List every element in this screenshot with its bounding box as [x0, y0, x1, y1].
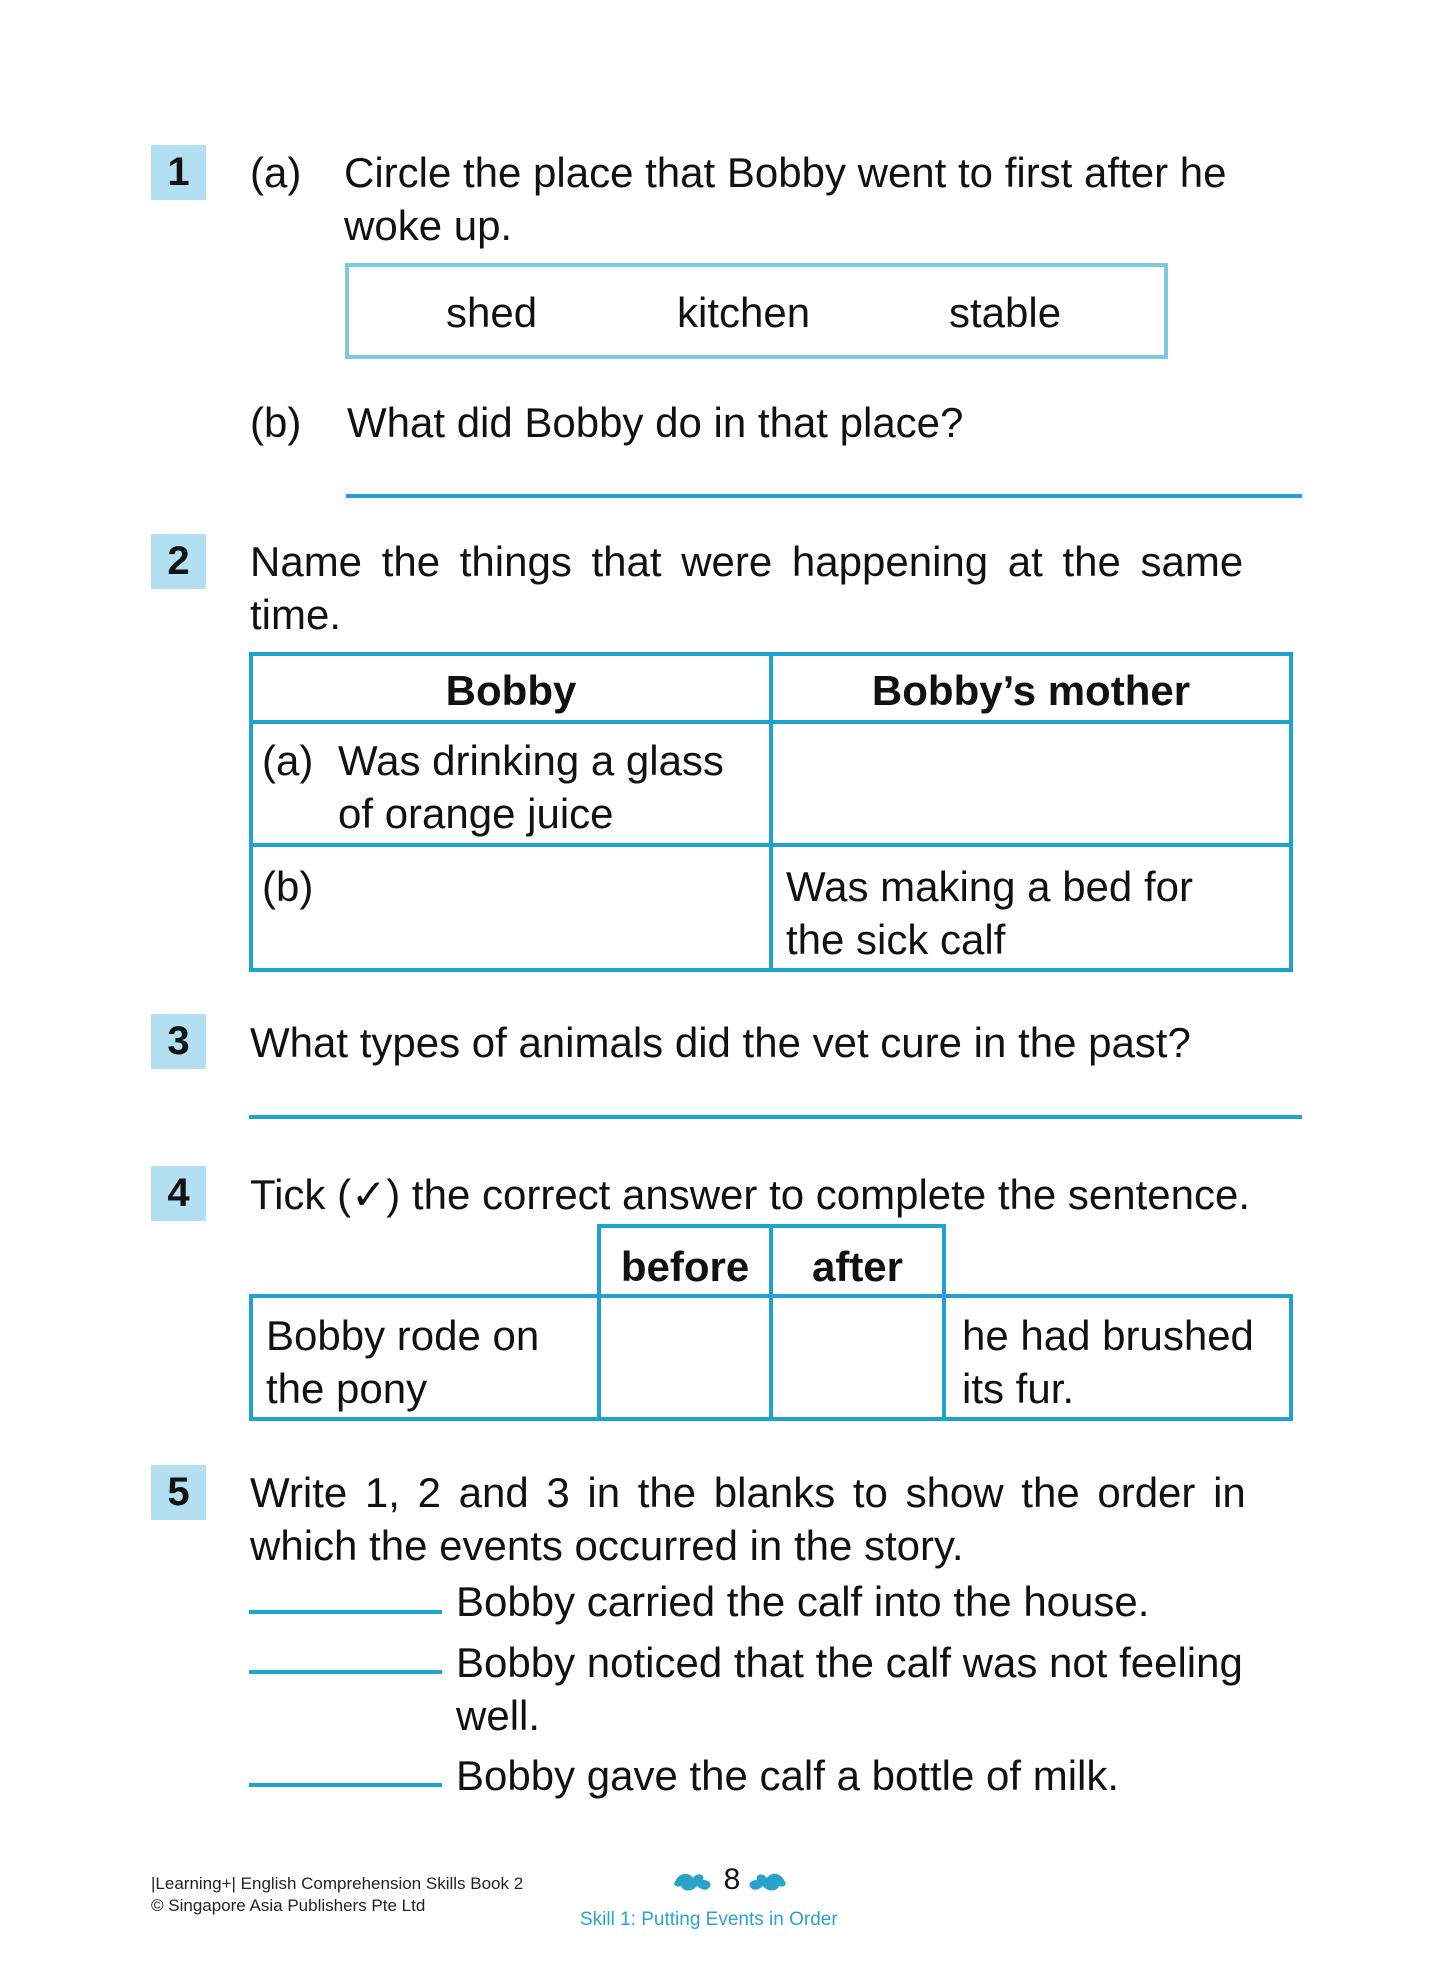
q5-blank-1[interactable] [249, 1610, 442, 1614]
q2-row-b-label: (b) [262, 863, 314, 910]
q4-left-line2: the pony [266, 1365, 428, 1412]
footer-publisher-info [151, 1873, 523, 1917]
choice-kitchen[interactable]: kitchen [677, 289, 811, 336]
q2-line2: time. [250, 591, 342, 638]
q5-line1: Write 1, 2 and 3 in the blanks to show the order in [250, 1469, 1246, 1516]
q1-part-a-label: (a) [250, 149, 302, 196]
q5-event-2-line1: Bobby noticed that the calf was not feeling [456, 1639, 1243, 1686]
question-number-badge-1: 1 [151, 145, 206, 200]
q4-left-line1: Bobby rode on [266, 1312, 540, 1359]
q4-table-right [1289, 1294, 1293, 1421]
q2-row-a-bobby-line2: of orange juice [338, 790, 614, 837]
q1-part-b-label: (b) [250, 399, 302, 446]
q2-header-mother: Bobby’s mother [871, 667, 1191, 714]
footer-copyright: © Singapore Asia Publishers Pte Ltd [151, 1896, 426, 1915]
page-number: 8 [723, 1863, 741, 1896]
q5-line2: which the events occurred in the story. [250, 1522, 964, 1569]
q2-table-border-right [1289, 652, 1293, 972]
q2-row-a-mother-answer-cell[interactable] [775, 730, 1287, 842]
q4-right-line2: its fur. [962, 1365, 1075, 1412]
q5-event-3: Bobby gave the calf a bottle of milk. [456, 1752, 1120, 1799]
q4-header-before: before [620, 1243, 750, 1290]
q2-row-b-mother-line2: the sick calf [786, 916, 1006, 963]
question-number-badge-3: 3 [151, 1014, 206, 1069]
q4-header-after: after [811, 1243, 904, 1290]
q4-before-tick-cell[interactable] [601, 1298, 769, 1417]
q1-part-a-line1: Circle the place that Bobby went to first after he [344, 149, 1227, 196]
q5-blank-2[interactable] [249, 1670, 442, 1674]
q1-answer-line[interactable] [346, 494, 1302, 498]
q4-table-col3 [942, 1224, 946, 1421]
q1-choices-box [345, 263, 1168, 359]
q4-right-line1: he had brushed [962, 1312, 1254, 1359]
question-number-badge-5: 5 [151, 1465, 206, 1520]
q3-text: What types of animals did the vet cure in the past? [250, 1019, 1191, 1066]
q2-header-bobby: Bobby [445, 667, 577, 714]
q4-after-tick-cell[interactable] [773, 1298, 942, 1417]
q2-row-b-bobby-answer-cell[interactable] [330, 852, 766, 966]
q4-text: Tick (✓) the correct answer to complete the sentence. [250, 1171, 1251, 1218]
question-number-badge-4: 4 [151, 1166, 206, 1221]
q5-blank-3[interactable] [249, 1783, 442, 1787]
choice-stable[interactable]: stable [949, 289, 1062, 336]
q4-table-left [249, 1294, 253, 1421]
q1-part-b-text: What did Bobby do in that place? [347, 399, 964, 446]
q1-part-a-line2: woke up. [344, 202, 513, 249]
right-ornament-icon [745, 1870, 787, 1894]
footer-book-title: |Learning+| English Comprehension Skills Book 2 [151, 1874, 524, 1893]
q2-row-a-bobby-line1: Was drinking a glass [338, 737, 724, 784]
q2-row-a-label: (a) [262, 737, 314, 784]
choice-shed[interactable]: shed [446, 289, 538, 336]
q5-event-2-line2: well. [456, 1692, 541, 1739]
q2-line1: Name the things that were happening at the same [250, 538, 1244, 585]
q5-event-1: Bobby carried the calf into the house. [456, 1578, 1150, 1625]
question-number-badge-2: 2 [151, 534, 206, 589]
q2-row-b-mother-line1: Was making a bed for [786, 863, 1193, 910]
q3-answer-line[interactable] [249, 1115, 1302, 1119]
footer-skill-title: Skill 1: Putting Events in Order [580, 1909, 838, 1930]
